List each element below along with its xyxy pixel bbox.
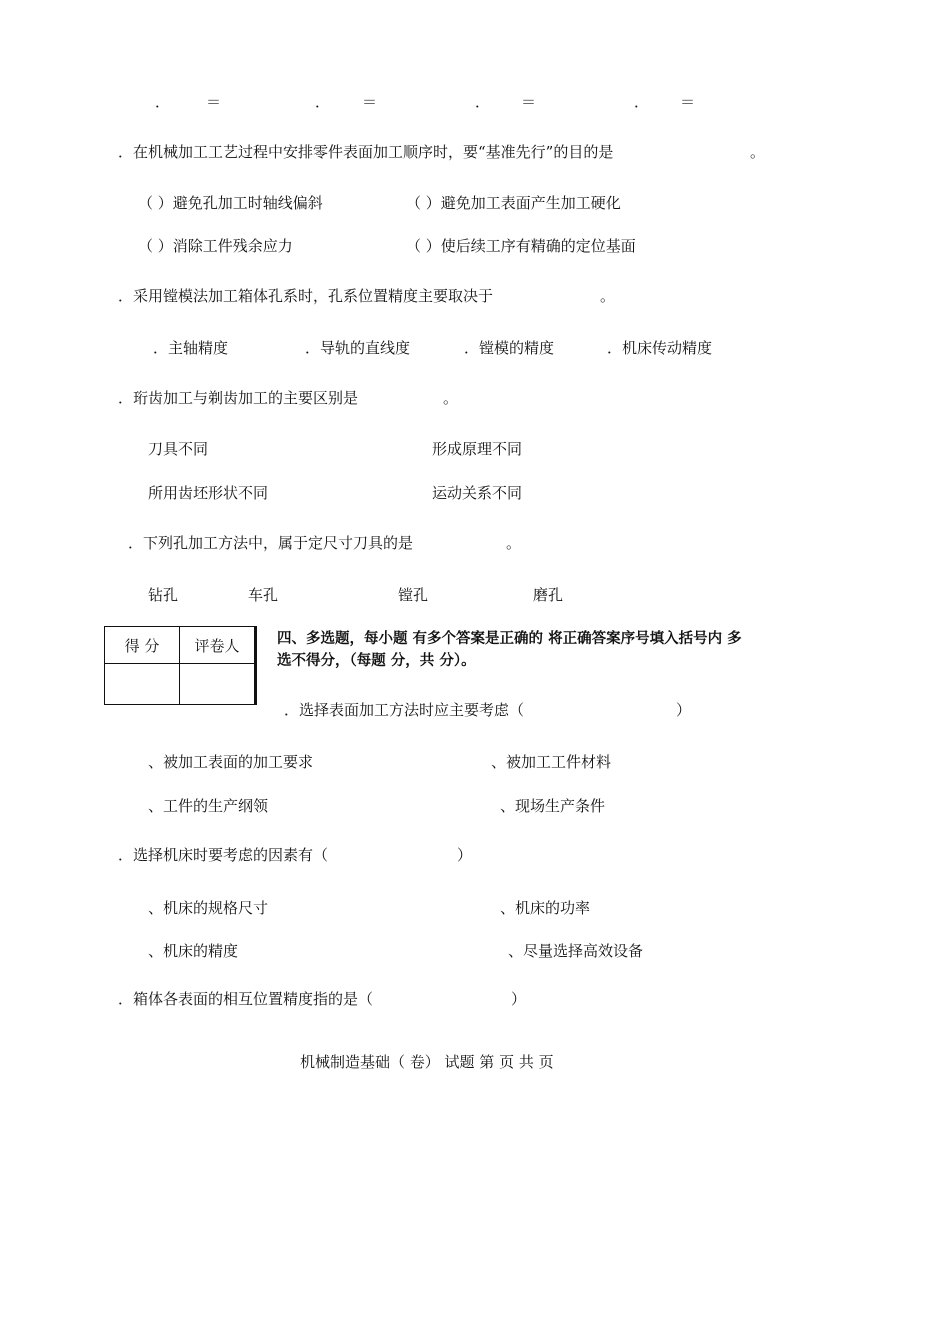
option: 运动关系不同 — [432, 484, 523, 502]
option: 、机床的精度 — [148, 942, 239, 960]
option: 、尽量选择高效设备 — [508, 942, 644, 960]
question-end: 。 — [443, 389, 459, 407]
score-cell — [105, 664, 180, 705]
top-mark: ． — [315, 93, 331, 111]
question-text: ．在机械加工工艺过程中安排零件表面加工顺序时，要“基准先行”的目的是 — [118, 143, 614, 161]
top-mark: ＝ — [521, 93, 537, 111]
question-text: ．采用镗模法加工箱体孔系时，孔系位置精度主要取决于 — [118, 287, 494, 305]
question-end: ） — [457, 846, 473, 864]
option: 形成原理不同 — [432, 440, 523, 458]
question-text: ．珩齿加工与剃齿加工的主要区别是 — [118, 389, 359, 407]
question-text: ．选择表面加工方法时应主要考虑（ — [284, 701, 525, 719]
option: 、被加工表面的加工要求 — [148, 753, 314, 771]
option: （ ）避免孔加工时轴线偏斜 — [138, 194, 323, 212]
option: 、被加工工件材料 — [491, 753, 612, 771]
option: （ ）使后续工序有精确的定位基面 — [406, 237, 636, 255]
score-table — [104, 626, 257, 705]
question-text: ．选择机床时要考虑的因素有（ — [118, 846, 329, 864]
question-end: 。 — [750, 143, 766, 161]
section-heading: 选不得分，（每题 分，共 分）。 — [277, 653, 476, 669]
top-mark: ． — [634, 93, 650, 111]
question-end: 。 — [600, 287, 616, 305]
option: 、机床的功率 — [500, 899, 591, 917]
top-mark: ＝ — [206, 93, 222, 111]
top-mark: ． — [475, 93, 491, 111]
option: ．主轴精度 — [153, 339, 229, 357]
question-end: 。 — [506, 534, 522, 552]
grader-cell — [180, 664, 256, 705]
score-header: 得 分 — [105, 627, 180, 664]
question-end: ） — [511, 990, 527, 1008]
option: ．镗模的精度 — [464, 339, 555, 357]
option: ．导轨的直线度 — [305, 339, 411, 357]
section-heading: 四、多选题，每小题 有多个答案是正确的 将正确答案序号填入括号内 多 — [277, 631, 742, 647]
grader-header: 评卷人 — [180, 627, 256, 664]
option: 镗孔 — [398, 586, 429, 604]
option: 、工件的生产纲领 — [148, 797, 269, 815]
top-mark: ＝ — [362, 93, 378, 111]
option: （ ）避免加工表面产生加工硬化 — [406, 194, 621, 212]
option: 磨孔 — [533, 586, 564, 604]
option: ．机床传动精度 — [607, 339, 713, 357]
question-end: ） — [676, 701, 692, 719]
top-mark: ＝ — [680, 93, 696, 111]
question-text: ．下列孔加工方法中，属于定尺寸刀具的是 — [128, 534, 414, 552]
option: 所用齿坯形状不同 — [148, 484, 269, 502]
option: （ ）消除工件残余应力 — [138, 237, 293, 255]
option: 车孔 — [248, 586, 279, 604]
top-mark: ． — [155, 93, 171, 111]
option: 、机床的规格尺寸 — [148, 899, 269, 917]
option: 、现场生产条件 — [500, 797, 606, 815]
option: 刀具不同 — [148, 440, 209, 458]
option: 钻孔 — [148, 586, 179, 604]
question-text: ．箱体各表面的相互位置精度指的是（ — [118, 990, 374, 1008]
page-footer: 机械制造基础（ 卷） 试题 第 页 共 页 — [300, 1053, 554, 1071]
